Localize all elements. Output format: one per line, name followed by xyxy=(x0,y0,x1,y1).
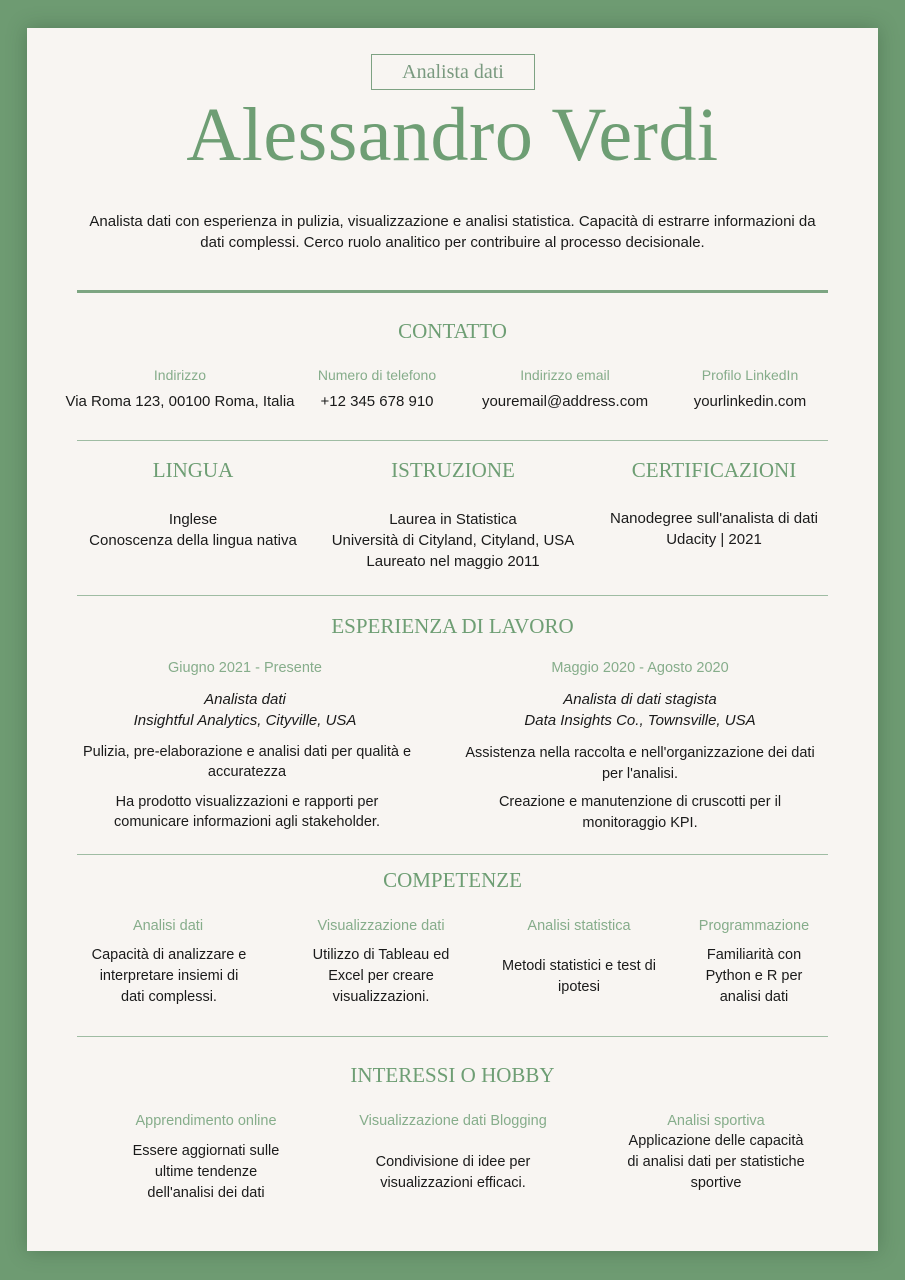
hobby-name: Analisi sportiva xyxy=(667,1113,765,1129)
contact-linkedin[interactable]: yourlinkedin.com xyxy=(693,393,807,410)
divider xyxy=(77,440,828,441)
divider xyxy=(77,595,828,596)
certifications-title: CERTIFICAZIONI xyxy=(631,458,797,482)
education-school: Università di Cityland, Cityland, USA xyxy=(331,532,575,549)
job-bullet: Creazione e manutenzione di cruscotti per il monitoraggio KPI. xyxy=(498,794,782,831)
hobby-name: Visualizzazione dati Blogging xyxy=(359,1113,547,1129)
job-bullet: Pulizia, pre-elaborazione e analisi dati per qualità e accuratezza xyxy=(82,744,412,780)
skills-title: COMPETENZE xyxy=(383,868,522,892)
contact-email[interactable]: youremail@address.com xyxy=(481,393,649,410)
skill-desc: Metodi statistici e test di ipotesi xyxy=(502,958,656,995)
education-degree: Laurea in Statistica xyxy=(389,511,517,528)
hobbies-title: INTERESSI O HOBBY xyxy=(350,1063,555,1087)
language-title: LINGUA xyxy=(152,458,234,482)
skill-desc: Capacità di analizzare e interpretare insiemi di dati complessi. xyxy=(91,947,247,1005)
hobby-desc: Essere aggiornati sulle ultime tendenze dell'analisi dei dati xyxy=(132,1143,280,1201)
role-label: Analista dati xyxy=(402,60,504,83)
contact-label-phone: Numero di telefono xyxy=(317,367,437,383)
skill-desc: Utilizzo di Tableau ed Excel per creare visualizzazioni. xyxy=(312,947,450,1005)
contact-phone[interactable]: +12 345 678 910 xyxy=(320,393,434,410)
divider xyxy=(77,290,828,293)
experience-title: ESPERIENZA DI LAVORO xyxy=(331,614,574,638)
job-role: Analista dati xyxy=(204,691,286,708)
skill-name: Analisi dati xyxy=(132,918,204,934)
candidate-name: Alessandro Verdi xyxy=(186,93,719,177)
contact-label-email: Indirizzo email xyxy=(520,367,610,383)
contact-title: CONTATTO xyxy=(398,319,507,343)
divider xyxy=(77,854,828,855)
certification-detail: Udacity | 2021 xyxy=(666,531,762,548)
skill-name: Visualizzazione dati xyxy=(317,918,445,934)
role-badge xyxy=(371,54,535,90)
hobby-desc: Condivisione di idee per visualizzazioni efficaci. xyxy=(375,1154,531,1191)
skill-name: Analisi statistica xyxy=(527,918,631,934)
job-period: Giugno 2021 - Presente xyxy=(168,660,322,676)
job-bullet: Ha prodotto visualizzazioni e rapporti per comunicare informazioni agli stakeholder. xyxy=(114,794,380,830)
education-date: Laureato nel maggio 2011 xyxy=(366,553,540,570)
hobby-name: Apprendimento online xyxy=(135,1113,277,1129)
contact-address: Via Roma 123, 00100 Roma, Italia xyxy=(65,393,295,410)
job-company: Insightful Analytics, Cityville, USA xyxy=(133,712,357,729)
divider xyxy=(77,1036,828,1037)
job-bullet: Assistenza nella raccolta e nell'organizzazione dei dati per l'analisi. xyxy=(465,745,815,782)
skill-desc: Familiarità con Python e R per analisi dati xyxy=(705,947,803,1005)
certification-name: Nanodegree sull'analista di dati xyxy=(609,510,818,527)
contact-label-linkedin: Profilo LinkedIn xyxy=(701,367,799,383)
hobby-desc: Applicazione delle capacità di analisi dati per statistiche sportive xyxy=(627,1133,805,1191)
language-level: Conoscenza della lingua nativa xyxy=(89,532,297,549)
contact-label-address: Indirizzo xyxy=(153,367,207,383)
job-role: Analista di dati stagista xyxy=(563,691,717,708)
job-company: Data Insights Co., Townsville, USA xyxy=(524,712,756,729)
job-period: Maggio 2020 - Agosto 2020 xyxy=(551,660,729,676)
language-name: Inglese xyxy=(168,511,218,528)
education-title: ISTRUZIONE xyxy=(391,458,515,482)
resume-page xyxy=(27,28,878,1251)
skill-name: Programmazione xyxy=(698,918,810,934)
profile-summary: Analista dati con esperienza in pulizia, visualizzazione e analisi statistica. Capacità di estrarre informazioni da dati complessi. Cerco ruolo analitico per contribuire al processo decisionale. xyxy=(89,213,816,251)
